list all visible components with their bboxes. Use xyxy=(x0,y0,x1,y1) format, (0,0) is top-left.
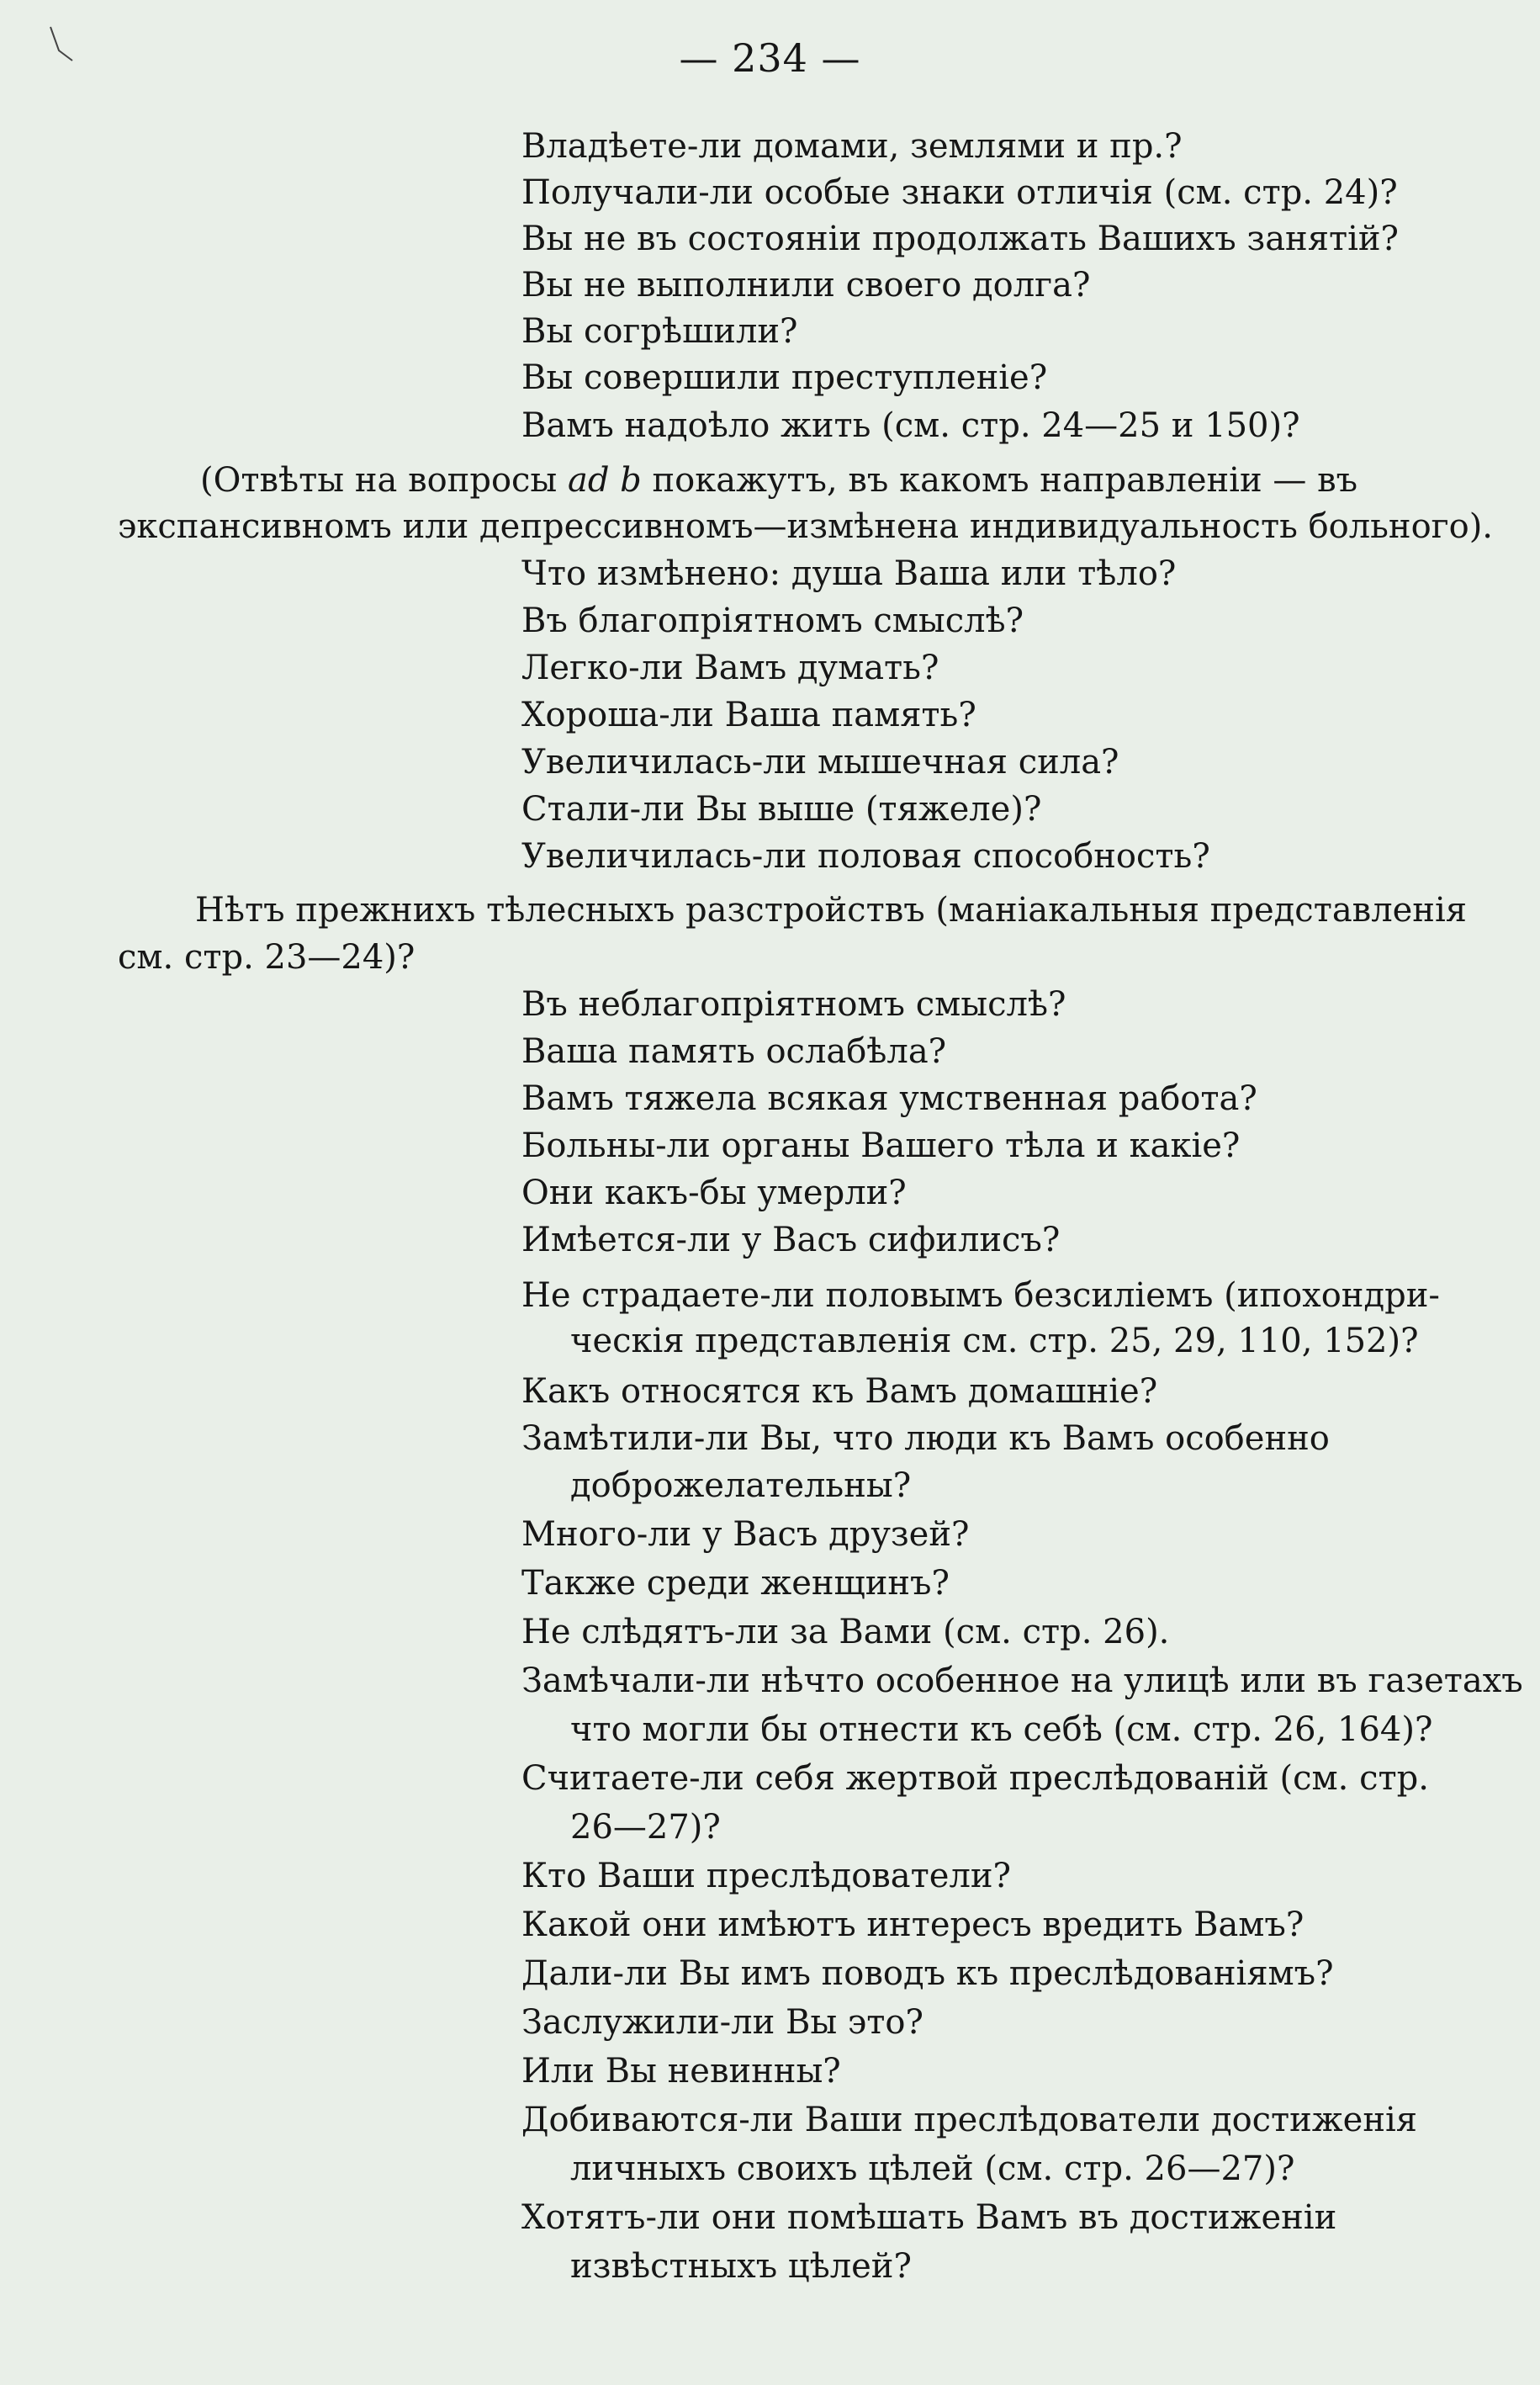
line-text: Хотятъ-ли они помѣшать Вамъ въ достиженіи xyxy=(521,2198,1337,2237)
line-text: Увеличилась-ли половая способность? xyxy=(521,837,1210,876)
line-text: Въ неблагопріятномъ смыслѣ? xyxy=(521,985,1066,1024)
line-text: Вы не выполнили своего долга? xyxy=(521,266,1091,305)
line-text: Имѣется-ли у Васъ сифилисъ? xyxy=(521,1221,1061,1259)
line-text: Много-ли у Васъ друзей? xyxy=(521,1515,970,1554)
line-text: Также среди женщинъ? xyxy=(521,1564,950,1603)
line-text: что могли бы отнести къ себѣ (см. стр. 26, 164)? xyxy=(570,1710,1433,1749)
line-text: Въ благопріятномъ смыслѣ? xyxy=(521,602,1024,640)
line-text: Считаете-ли себя жертвой преслѣдованій (см. стр. xyxy=(521,1759,1429,1798)
line-text: Легко-ли Вамъ думать? xyxy=(521,649,939,687)
line-text: Вамъ надоѣло жить (см. стр. 24—25 и 150)? xyxy=(521,406,1300,445)
line-text: Что измѣнено: душа Ваша или тѣло? xyxy=(521,554,1177,593)
line-text: личныхъ своихъ цѣлей (см. стр. 26—27)? xyxy=(570,2149,1295,2188)
line-text: Получали-ли особые знаки отличія (см. стр. 24)? xyxy=(521,173,1398,212)
line-text: Вы согрѣшили? xyxy=(521,312,798,351)
line-text: Вамъ тяжела всякая умственная работа? xyxy=(521,1079,1257,1118)
line-text: см. стр. 23—24)? xyxy=(118,938,415,977)
line-text: Замѣчали-ли нѣчто особенное на улицѣ или въ газетахъ xyxy=(521,1662,1523,1700)
line-text: Владѣете-ли домами, землями и пр.? xyxy=(521,127,1183,166)
line-text: Не страдаете-ли половымъ безсиліемъ (ипохондри- xyxy=(521,1276,1440,1315)
line-text: извѣстныхъ цѣлей? xyxy=(570,2247,912,2286)
line-text: Стали-ли Вы выше (тяжеле)? xyxy=(521,790,1042,829)
line-text: Вы не въ состояніи продолжать Вашихъ занятій? xyxy=(521,220,1399,258)
line-text: Какой они имѣютъ интересъ вредить Вамъ? xyxy=(521,1905,1305,1944)
line-text: Нѣтъ прежнихъ тѣлесныхъ разстройствъ (маніакальныя представленія xyxy=(195,891,1467,930)
line-text: доброжелательны? xyxy=(570,1466,912,1505)
line-text: Замѣтили-ли Вы, что люди къ Вамъ особенно xyxy=(521,1419,1330,1458)
page-number: — 234 — xyxy=(679,35,861,81)
line-text: Кто Ваши преслѣдователи? xyxy=(521,1857,1011,1895)
line-text: Ваша память ослабѣла? xyxy=(521,1032,947,1071)
line-text: Какъ относятся къ Вамъ домашніе? xyxy=(521,1372,1158,1411)
line-text: Добиваются-ли Ваши преслѣдователи достиженія xyxy=(521,2101,1417,2139)
line-text: Они какъ-бы умерли? xyxy=(521,1174,907,1212)
line-text: Дали-ли Вы имъ поводъ къ преслѣдованіямъ? xyxy=(521,1954,1334,1993)
line-text: 26—27)? xyxy=(570,1808,721,1847)
line-text: Хороша-ли Ваша память? xyxy=(521,696,976,734)
line-text: (Отвѣты на вопросы ad b покажутъ, въ какомъ направленіи — въ xyxy=(200,461,1358,500)
line-text: Вы совершили преступленіе? xyxy=(521,358,1048,397)
line-text: Не слѣдятъ-ли за Вами (см. стр. 26). xyxy=(521,1613,1170,1651)
line-text: Больны-ли органы Вашего тѣла и какіе? xyxy=(521,1126,1241,1165)
line-text: Заслужили-ли Вы это? xyxy=(521,2003,923,2042)
line-text: Увеличилась-ли мышечная сила? xyxy=(521,743,1119,782)
line-text: экспансивномъ или депрессивномъ—измѣнена индивидуальность больного). xyxy=(118,507,1494,546)
line-text: ческія представленія см. стр. 25, 29, 110, 152)? xyxy=(570,1322,1419,1360)
line-text: Или Вы невинны? xyxy=(521,2052,841,2091)
